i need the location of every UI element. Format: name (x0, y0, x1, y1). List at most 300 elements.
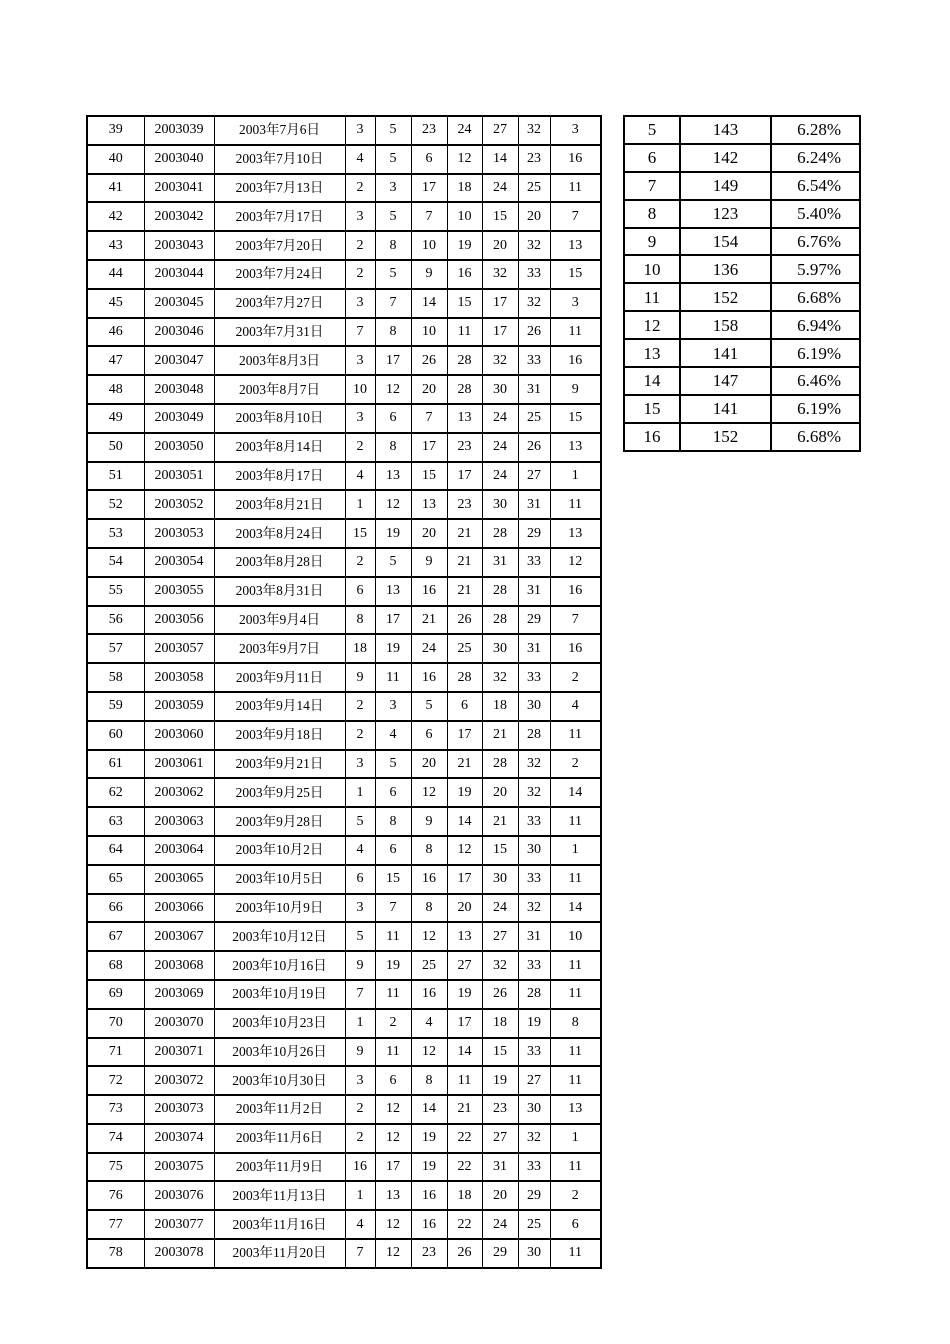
red-ball-6-cell: 32 (518, 231, 550, 260)
table-row (87, 1124, 601, 1153)
red-ball-3-cell: 8 (411, 836, 447, 865)
red-ball-1-cell: 1 (345, 778, 375, 807)
red-ball-4-cell: 22 (447, 1210, 482, 1239)
draw-date-cell: 2003年10月12日 (214, 922, 345, 951)
blue-ball-cell: 13 (550, 519, 601, 548)
table-row (87, 951, 601, 980)
red-ball-4-cell: 19 (447, 778, 482, 807)
table-row (87, 174, 601, 203)
red-ball-5-cell: 21 (482, 807, 518, 836)
red-ball-2-cell: 17 (375, 606, 411, 635)
table-row (87, 922, 601, 951)
red-ball-4-cell: 20 (447, 894, 482, 923)
red-ball-6-cell: 25 (518, 404, 550, 433)
red-ball-1-cell: 2 (345, 260, 375, 289)
red-ball-3-cell: 6 (411, 721, 447, 750)
table-row (87, 980, 601, 1009)
table-row (87, 1239, 601, 1268)
red-ball-4-cell: 17 (447, 721, 482, 750)
red-ball-5-cell: 29 (482, 1239, 518, 1268)
red-ball-6-cell: 30 (518, 692, 550, 721)
blue-ball-cell: 11 (550, 1038, 601, 1067)
row-index-cell: 58 (87, 663, 144, 692)
red-ball-4-cell: 21 (447, 1095, 482, 1124)
draw-results-table (86, 115, 602, 1269)
red-ball-2-cell: 17 (375, 1153, 411, 1182)
red-ball-2-cell: 3 (375, 174, 411, 203)
red-ball-1-cell: 18 (345, 634, 375, 663)
draw-date-cell: 2003年10月5日 (214, 865, 345, 894)
red-ball-4-cell: 12 (447, 145, 482, 174)
draw-date-cell: 2003年8月24日 (214, 519, 345, 548)
draw-date-cell: 2003年10月26日 (214, 1038, 345, 1067)
red-ball-2-cell: 8 (375, 231, 411, 260)
red-ball-1-cell: 2 (345, 721, 375, 750)
red-ball-2-cell: 19 (375, 519, 411, 548)
red-ball-5-cell: 20 (482, 231, 518, 260)
occurrence-percent-cell: 6.19% (771, 339, 860, 367)
red-ball-4-cell: 27 (447, 951, 482, 980)
row-index-cell: 54 (87, 548, 144, 577)
red-ball-3-cell: 16 (411, 577, 447, 606)
red-ball-6-cell: 33 (518, 807, 550, 836)
red-ball-6-cell: 32 (518, 750, 550, 779)
red-ball-2-cell: 5 (375, 750, 411, 779)
blue-ball-cell: 16 (550, 145, 601, 174)
occurrence-percent-cell: 6.19% (771, 395, 860, 423)
draw-date-cell: 2003年7月20日 (214, 231, 345, 260)
red-ball-4-cell: 22 (447, 1124, 482, 1153)
red-ball-5-cell: 32 (482, 663, 518, 692)
table-row (87, 145, 601, 174)
occurrence-percent-cell: 5.40% (771, 200, 860, 228)
red-ball-1-cell: 3 (345, 116, 375, 145)
draw-date-cell: 2003年8月3日 (214, 346, 345, 375)
red-ball-1-cell: 7 (345, 1239, 375, 1268)
blue-ball-cell: 1 (550, 1124, 601, 1153)
occurrence-count-cell: 152 (680, 423, 771, 451)
draw-date-cell: 2003年7月6日 (214, 116, 345, 145)
draw-date-cell: 2003年10月16日 (214, 951, 345, 980)
red-ball-2-cell: 13 (375, 1181, 411, 1210)
draw-date-cell: 2003年8月21日 (214, 490, 345, 519)
row-index-cell: 60 (87, 721, 144, 750)
red-ball-5-cell: 28 (482, 606, 518, 635)
red-ball-2-cell: 8 (375, 433, 411, 462)
red-ball-1-cell: 10 (345, 375, 375, 404)
red-ball-4-cell: 25 (447, 634, 482, 663)
issue-number-cell: 2003068 (144, 951, 214, 980)
occurrence-count-cell: 152 (680, 283, 771, 311)
red-ball-4-cell: 11 (447, 1066, 482, 1095)
red-ball-1-cell: 2 (345, 174, 375, 203)
issue-number-cell: 2003067 (144, 922, 214, 951)
issue-number-cell: 2003039 (144, 116, 214, 145)
row-index-cell: 66 (87, 894, 144, 923)
red-ball-1-cell: 3 (345, 750, 375, 779)
draw-date-cell: 2003年7月13日 (214, 174, 345, 203)
red-ball-1-cell: 4 (345, 462, 375, 491)
table-row (87, 289, 601, 318)
red-ball-5-cell: 24 (482, 433, 518, 462)
red-ball-5-cell: 32 (482, 260, 518, 289)
red-ball-2-cell: 12 (375, 1095, 411, 1124)
red-ball-1-cell: 2 (345, 1124, 375, 1153)
table-row (87, 1181, 601, 1210)
red-ball-6-cell: 29 (518, 519, 550, 548)
red-ball-3-cell: 17 (411, 174, 447, 203)
red-ball-6-cell: 31 (518, 922, 550, 951)
red-ball-5-cell: 24 (482, 894, 518, 923)
blue-ball-cell: 1 (550, 836, 601, 865)
red-ball-1-cell: 5 (345, 922, 375, 951)
red-ball-6-cell: 33 (518, 951, 550, 980)
ball-number-cell: 9 (624, 228, 680, 256)
issue-number-cell: 2003041 (144, 174, 214, 203)
red-ball-6-cell: 27 (518, 1066, 550, 1095)
draw-date-cell: 2003年7月31日 (214, 318, 345, 347)
blue-ball-cell: 12 (550, 548, 601, 577)
red-ball-5-cell: 30 (482, 490, 518, 519)
red-ball-4-cell: 23 (447, 490, 482, 519)
red-ball-1-cell: 2 (345, 1095, 375, 1124)
red-ball-3-cell: 25 (411, 951, 447, 980)
occurrence-count-cell: 142 (680, 144, 771, 172)
blue-ball-cell: 11 (550, 174, 601, 203)
issue-number-cell: 2003073 (144, 1095, 214, 1124)
red-ball-2-cell: 11 (375, 1038, 411, 1067)
table-row (87, 346, 601, 375)
row-index-cell: 68 (87, 951, 144, 980)
red-ball-6-cell: 25 (518, 174, 550, 203)
red-ball-3-cell: 4 (411, 1009, 447, 1038)
blue-ball-cell: 3 (550, 289, 601, 318)
red-ball-6-cell: 33 (518, 865, 550, 894)
row-index-cell: 62 (87, 778, 144, 807)
row-index-cell: 71 (87, 1038, 144, 1067)
issue-number-cell: 2003054 (144, 548, 214, 577)
red-ball-3-cell: 19 (411, 1124, 447, 1153)
issue-number-cell: 2003076 (144, 1181, 214, 1210)
red-ball-5-cell: 17 (482, 318, 518, 347)
row-index-cell: 50 (87, 433, 144, 462)
blue-ball-cell: 2 (550, 1181, 601, 1210)
red-ball-5-cell: 24 (482, 1210, 518, 1239)
row-index-cell: 42 (87, 202, 144, 231)
issue-number-cell: 2003071 (144, 1038, 214, 1067)
red-ball-1-cell: 8 (345, 606, 375, 635)
red-ball-6-cell: 30 (518, 1239, 550, 1268)
issue-number-cell: 2003050 (144, 433, 214, 462)
red-ball-1-cell: 1 (345, 490, 375, 519)
ball-number-cell: 6 (624, 144, 680, 172)
row-index-cell: 73 (87, 1095, 144, 1124)
ball-number-cell: 15 (624, 395, 680, 423)
red-ball-2-cell: 13 (375, 462, 411, 491)
row-index-cell: 65 (87, 865, 144, 894)
red-ball-4-cell: 19 (447, 231, 482, 260)
red-ball-3-cell: 20 (411, 375, 447, 404)
red-ball-6-cell: 30 (518, 836, 550, 865)
red-ball-2-cell: 19 (375, 634, 411, 663)
red-ball-4-cell: 21 (447, 577, 482, 606)
draw-date-cell: 2003年9月28日 (214, 807, 345, 836)
table-row (87, 1066, 601, 1095)
table-row (87, 807, 601, 836)
row-index-cell: 76 (87, 1181, 144, 1210)
red-ball-4-cell: 10 (447, 202, 482, 231)
red-ball-3-cell: 15 (411, 462, 447, 491)
row-index-cell: 72 (87, 1066, 144, 1095)
draw-date-cell: 2003年8月7日 (214, 375, 345, 404)
red-ball-3-cell: 17 (411, 433, 447, 462)
red-ball-3-cell: 13 (411, 490, 447, 519)
issue-number-cell: 2003044 (144, 260, 214, 289)
red-ball-5-cell: 15 (482, 1038, 518, 1067)
occurrence-percent-cell: 6.54% (771, 172, 860, 200)
table-row (87, 692, 601, 721)
table-row (87, 1038, 601, 1067)
occurrence-percent-cell: 6.76% (771, 228, 860, 256)
blue-ball-cell: 15 (550, 404, 601, 433)
red-ball-6-cell: 32 (518, 289, 550, 318)
occurrence-percent-cell: 6.94% (771, 311, 860, 339)
draw-date-cell: 2003年11月20日 (214, 1239, 345, 1268)
issue-number-cell: 2003066 (144, 894, 214, 923)
red-ball-6-cell: 26 (518, 318, 550, 347)
draw-date-cell: 2003年8月31日 (214, 577, 345, 606)
table-row (624, 228, 860, 256)
issue-number-cell: 2003060 (144, 721, 214, 750)
occurrence-count-cell: 123 (680, 200, 771, 228)
occurrence-percent-cell: 6.46% (771, 367, 860, 395)
red-ball-3-cell: 20 (411, 519, 447, 548)
occurrence-percent-cell: 5.97% (771, 255, 860, 283)
red-ball-6-cell: 32 (518, 116, 550, 145)
red-ball-5-cell: 27 (482, 1124, 518, 1153)
red-ball-6-cell: 23 (518, 145, 550, 174)
issue-number-cell: 2003042 (144, 202, 214, 231)
red-ball-4-cell: 16 (447, 260, 482, 289)
red-ball-6-cell: 32 (518, 1124, 550, 1153)
red-ball-4-cell: 18 (447, 1181, 482, 1210)
red-ball-3-cell: 26 (411, 346, 447, 375)
red-ball-3-cell: 10 (411, 318, 447, 347)
red-ball-1-cell: 6 (345, 865, 375, 894)
red-ball-2-cell: 17 (375, 346, 411, 375)
red-ball-6-cell: 19 (518, 1009, 550, 1038)
table-row (624, 283, 860, 311)
number-frequency-body (624, 116, 860, 451)
red-ball-3-cell: 12 (411, 778, 447, 807)
issue-number-cell: 2003056 (144, 606, 214, 635)
table-row (87, 1009, 601, 1038)
draw-date-cell: 2003年7月27日 (214, 289, 345, 318)
red-ball-2-cell: 4 (375, 721, 411, 750)
table-row (624, 144, 860, 172)
issue-number-cell: 2003047 (144, 346, 214, 375)
draw-date-cell: 2003年9月7日 (214, 634, 345, 663)
red-ball-2-cell: 12 (375, 375, 411, 404)
row-index-cell: 67 (87, 922, 144, 951)
table-row (624, 339, 860, 367)
blue-ball-cell: 7 (550, 202, 601, 231)
blue-ball-cell: 16 (550, 346, 601, 375)
red-ball-4-cell: 14 (447, 1038, 482, 1067)
red-ball-2-cell: 3 (375, 692, 411, 721)
draw-date-cell: 2003年9月14日 (214, 692, 345, 721)
issue-number-cell: 2003070 (144, 1009, 214, 1038)
red-ball-3-cell: 24 (411, 634, 447, 663)
ball-number-cell: 14 (624, 367, 680, 395)
draw-date-cell: 2003年10月30日 (214, 1066, 345, 1095)
blue-ball-cell: 11 (550, 980, 601, 1009)
red-ball-6-cell: 33 (518, 548, 550, 577)
red-ball-4-cell: 28 (447, 375, 482, 404)
draw-date-cell: 2003年9月11日 (214, 663, 345, 692)
blue-ball-cell: 1 (550, 462, 601, 491)
red-ball-6-cell: 29 (518, 1181, 550, 1210)
blue-ball-cell: 11 (550, 807, 601, 836)
blue-ball-cell: 10 (550, 922, 601, 951)
issue-number-cell: 2003059 (144, 692, 214, 721)
issue-number-cell: 2003045 (144, 289, 214, 318)
ball-number-cell: 11 (624, 283, 680, 311)
table-row (87, 519, 601, 548)
row-index-cell: 51 (87, 462, 144, 491)
table-row (87, 202, 601, 231)
red-ball-4-cell: 28 (447, 346, 482, 375)
red-ball-1-cell: 2 (345, 692, 375, 721)
draw-date-cell: 2003年9月4日 (214, 606, 345, 635)
blue-ball-cell: 14 (550, 778, 601, 807)
table-row (624, 395, 860, 423)
draw-date-cell: 2003年9月21日 (214, 750, 345, 779)
issue-number-cell: 2003051 (144, 462, 214, 491)
issue-number-cell: 2003074 (144, 1124, 214, 1153)
red-ball-1-cell: 7 (345, 980, 375, 1009)
row-index-cell: 74 (87, 1124, 144, 1153)
row-index-cell: 70 (87, 1009, 144, 1038)
red-ball-2-cell: 8 (375, 318, 411, 347)
issue-number-cell: 2003069 (144, 980, 214, 1009)
table-row (87, 1153, 601, 1182)
red-ball-4-cell: 19 (447, 980, 482, 1009)
red-ball-4-cell: 21 (447, 750, 482, 779)
draw-date-cell: 2003年8月17日 (214, 462, 345, 491)
occurrence-count-cell: 141 (680, 339, 771, 367)
issue-number-cell: 2003072 (144, 1066, 214, 1095)
occurrence-percent-cell: 6.68% (771, 283, 860, 311)
draw-date-cell: 2003年7月24日 (214, 260, 345, 289)
red-ball-4-cell: 26 (447, 1239, 482, 1268)
blue-ball-cell: 11 (550, 318, 601, 347)
issue-number-cell: 2003055 (144, 577, 214, 606)
table-row (624, 423, 860, 451)
red-ball-2-cell: 19 (375, 951, 411, 980)
row-index-cell: 69 (87, 980, 144, 1009)
red-ball-5-cell: 18 (482, 692, 518, 721)
red-ball-4-cell: 21 (447, 519, 482, 548)
red-ball-4-cell: 24 (447, 116, 482, 145)
ball-number-cell: 10 (624, 255, 680, 283)
red-ball-5-cell: 28 (482, 750, 518, 779)
red-ball-1-cell: 9 (345, 951, 375, 980)
red-ball-5-cell: 24 (482, 462, 518, 491)
draw-date-cell: 2003年8月14日 (214, 433, 345, 462)
red-ball-2-cell: 6 (375, 778, 411, 807)
blue-ball-cell: 11 (550, 490, 601, 519)
row-index-cell: 63 (87, 807, 144, 836)
row-index-cell: 53 (87, 519, 144, 548)
table-row (87, 577, 601, 606)
issue-number-cell: 2003052 (144, 490, 214, 519)
red-ball-3-cell: 16 (411, 663, 447, 692)
draw-date-cell: 2003年10月23日 (214, 1009, 345, 1038)
red-ball-2-cell: 12 (375, 1239, 411, 1268)
red-ball-4-cell: 17 (447, 1009, 482, 1038)
red-ball-6-cell: 20 (518, 202, 550, 231)
row-index-cell: 56 (87, 606, 144, 635)
ball-number-cell: 7 (624, 172, 680, 200)
table-row (87, 231, 601, 260)
table-row (87, 836, 601, 865)
draw-date-cell: 2003年8月10日 (214, 404, 345, 433)
table-row (624, 200, 860, 228)
red-ball-3-cell: 19 (411, 1153, 447, 1182)
red-ball-4-cell: 17 (447, 865, 482, 894)
row-index-cell: 57 (87, 634, 144, 663)
draw-date-cell: 2003年11月13日 (214, 1181, 345, 1210)
issue-number-cell: 2003078 (144, 1239, 214, 1268)
red-ball-5-cell: 30 (482, 865, 518, 894)
blue-ball-cell: 3 (550, 116, 601, 145)
red-ball-1-cell: 9 (345, 1038, 375, 1067)
red-ball-3-cell: 21 (411, 606, 447, 635)
red-ball-3-cell: 5 (411, 692, 447, 721)
row-index-cell: 40 (87, 145, 144, 174)
red-ball-5-cell: 15 (482, 202, 518, 231)
number-frequency-table (623, 115, 861, 452)
table-row (87, 318, 601, 347)
red-ball-3-cell: 8 (411, 894, 447, 923)
blue-ball-cell: 16 (550, 634, 601, 663)
red-ball-3-cell: 20 (411, 750, 447, 779)
red-ball-2-cell: 5 (375, 202, 411, 231)
draw-date-cell: 2003年11月6日 (214, 1124, 345, 1153)
ball-number-cell: 13 (624, 339, 680, 367)
row-index-cell: 75 (87, 1153, 144, 1182)
blue-ball-cell: 11 (550, 721, 601, 750)
issue-number-cell: 2003053 (144, 519, 214, 548)
red-ball-6-cell: 32 (518, 778, 550, 807)
red-ball-4-cell: 22 (447, 1153, 482, 1182)
red-ball-1-cell: 15 (345, 519, 375, 548)
table-row (87, 548, 601, 577)
blue-ball-cell: 6 (550, 1210, 601, 1239)
table-row (624, 367, 860, 395)
red-ball-2-cell: 15 (375, 865, 411, 894)
issue-number-cell: 2003065 (144, 865, 214, 894)
blue-ball-cell: 14 (550, 894, 601, 923)
red-ball-1-cell: 1 (345, 1009, 375, 1038)
table-row (87, 778, 601, 807)
blue-ball-cell: 2 (550, 750, 601, 779)
occurrence-count-cell: 147 (680, 367, 771, 395)
table-row (624, 311, 860, 339)
red-ball-4-cell: 21 (447, 548, 482, 577)
table-row (87, 433, 601, 462)
